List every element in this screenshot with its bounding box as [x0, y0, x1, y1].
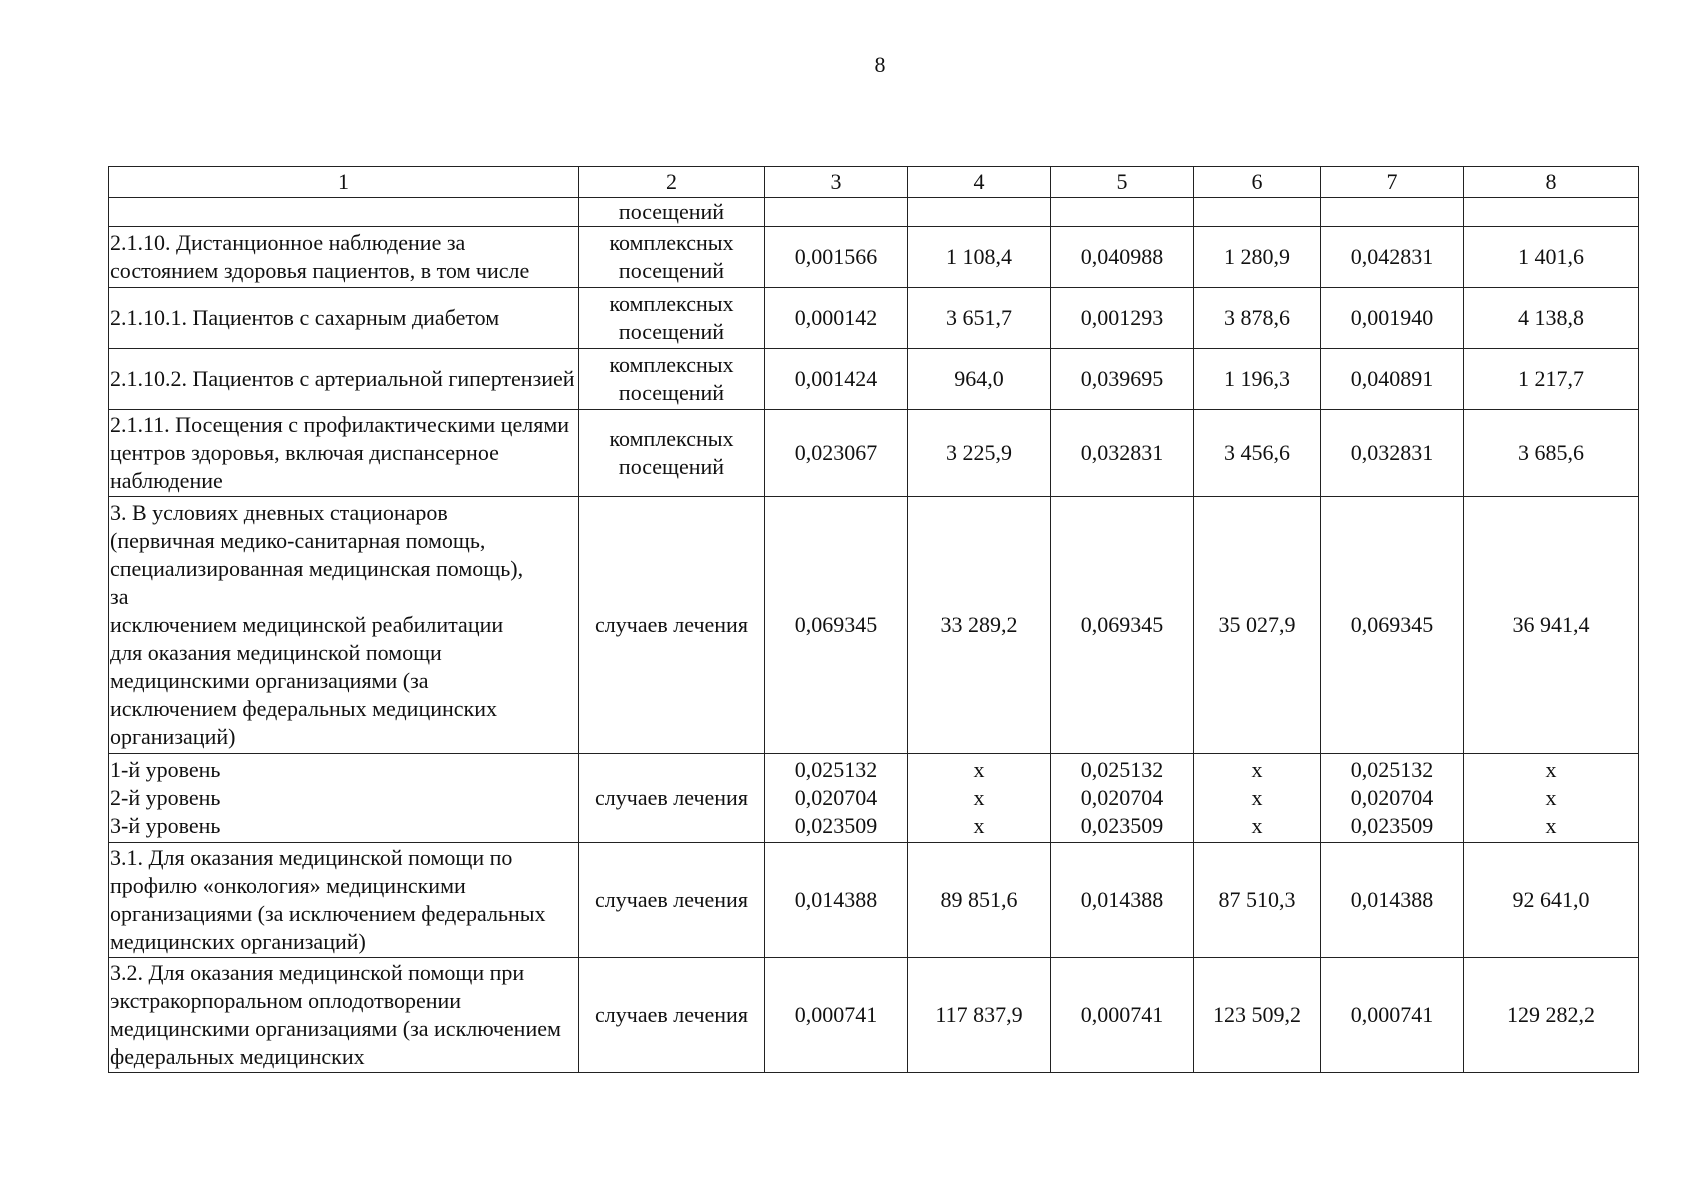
table-row [109, 497, 1639, 754]
level-value: 0,025132 [794, 757, 878, 782]
value-cell: 87 510,3 [1194, 843, 1321, 958]
value-cell: 0,000142 [765, 288, 908, 349]
page-number: 8 [874, 52, 886, 77]
row-name-line: исключением медицинской реабилитации [110, 612, 504, 637]
value-cell: 0,014388 [1321, 843, 1464, 958]
row-name-cell: 2.1.10.1. Пациентов с сахарным диабетом [109, 288, 579, 349]
value-cell: 1 108,4 [908, 227, 1051, 288]
unit-cell: случаев лечения [579, 958, 765, 1073]
column-number-header [109, 167, 1639, 198]
value-cell: 0,069345 [1051, 497, 1194, 754]
value-cell: 964,0 [908, 349, 1051, 410]
unit-cell: комплексных посещений [579, 410, 765, 497]
value-cell [1464, 198, 1639, 227]
value-cell: 0,069345 [1321, 497, 1464, 754]
norms-table [108, 166, 1639, 1073]
level-names-cell [109, 754, 579, 843]
value-cell [1321, 754, 1464, 843]
level-value: 0,023509 [794, 813, 878, 838]
level-value: х [1251, 813, 1263, 838]
level-value: 0,020704 [794, 785, 878, 810]
value-cell [908, 754, 1051, 843]
value-cell: 0,042831 [1321, 227, 1464, 288]
row-name-cell [109, 497, 579, 754]
value-cell: 3 225,9 [908, 410, 1051, 497]
table-row-levels [109, 754, 1639, 843]
value-cell: 36 941,4 [1464, 497, 1639, 754]
level-value: х [1545, 813, 1557, 838]
level-value: х [1545, 757, 1557, 782]
table-row [109, 349, 1639, 410]
value-cell: 0,000741 [1321, 958, 1464, 1073]
table-row [109, 288, 1639, 349]
row-name-line: организаций) [110, 724, 236, 749]
col-number-1: 1 [109, 167, 579, 198]
row-name-cell: 3.1. Для оказания медицинской помощи по профилю «онкология» медицинскими организациями (за исключением федеральных медицинских организаций) [109, 843, 579, 958]
col-number-5: 5 [1051, 167, 1194, 198]
col-number-4: 4 [908, 167, 1051, 198]
value-cell: 1 280,9 [1194, 227, 1321, 288]
row-name-line: специализированная медицинская помощь), [110, 556, 524, 581]
unit-cell: комплексных посещений [579, 288, 765, 349]
col-number-2: 2 [579, 167, 765, 198]
unit-cell: случаев лечения [579, 497, 765, 754]
value-cell: 33 289,2 [908, 497, 1051, 754]
value-cell: 92 641,0 [1464, 843, 1639, 958]
level-value: х [1251, 757, 1263, 782]
row-name-line: для оказания медицинской помощи [110, 640, 442, 665]
unit-cell: случаев лечения [579, 843, 765, 958]
value-cell: 123 509,2 [1194, 958, 1321, 1073]
unit-cell: комплексных посещений [579, 349, 765, 410]
col-number-6: 6 [1194, 167, 1321, 198]
value-cell: 1 217,7 [1464, 349, 1639, 410]
value-cell: 0,001293 [1051, 288, 1194, 349]
level-value: 0,023509 [1350, 813, 1434, 838]
table-row [109, 958, 1639, 1073]
row-name-cell: 2.1.10.2. Пациентов с артериальной гипертензией [109, 349, 579, 410]
value-cell: 1 401,6 [1464, 227, 1639, 288]
level-label: 1-й уровень [110, 757, 221, 782]
value-cell [1051, 198, 1194, 227]
table-row-continuation [109, 198, 1639, 227]
row-name-line: 3. В условиях дневных стационаров [110, 500, 448, 525]
value-cell [1194, 198, 1321, 227]
value-cell: 35 027,9 [1194, 497, 1321, 754]
value-cell: 0,000741 [765, 958, 908, 1073]
value-cell: 0,023067 [765, 410, 908, 497]
level-value: х [973, 813, 985, 838]
value-cell [1194, 754, 1321, 843]
value-cell: 0,039695 [1051, 349, 1194, 410]
level-value: х [1545, 785, 1557, 810]
value-cell: 0,014388 [765, 843, 908, 958]
value-cell: 0,001424 [765, 349, 908, 410]
level-value: х [973, 785, 985, 810]
value-cell: 1 196,3 [1194, 349, 1321, 410]
level-value: 0,025132 [1350, 757, 1434, 782]
value-cell: 3 651,7 [908, 288, 1051, 349]
row-name-cell: 3.2. Для оказания медицинской помощи при экстракорпоральном оплодотворении медицинскими организациями (за исключением федеральных медицинских [109, 958, 579, 1073]
value-cell [1464, 754, 1639, 843]
value-cell: 89 851,6 [908, 843, 1051, 958]
table-row [109, 227, 1639, 288]
row-name-cell: 2.1.11. Посещения с профилактическими целями центров здоровья, включая диспансерное наблюдение [109, 410, 579, 497]
value-cell: 0,040891 [1321, 349, 1464, 410]
value-cell: 0,000741 [1051, 958, 1194, 1073]
unit-cell: комплексных посещений [579, 227, 765, 288]
value-cell: 0,014388 [1051, 843, 1194, 958]
value-cell: 4 138,8 [1464, 288, 1639, 349]
level-value: 0,020704 [1350, 785, 1434, 810]
unit-cell: посещений [579, 198, 765, 227]
row-name-line: (первичная медико-санитарная помощь, [110, 528, 486, 553]
unit-cell: случаев лечения [579, 754, 765, 843]
value-cell: 117 837,9 [908, 958, 1051, 1073]
table-row [109, 410, 1639, 497]
value-cell: 0,032831 [1321, 410, 1464, 497]
value-cell: 0,069345 [765, 497, 908, 754]
value-cell [908, 198, 1051, 227]
level-value: х [973, 757, 985, 782]
value-cell [765, 198, 908, 227]
level-value: 0,025132 [1080, 757, 1164, 782]
col-number-3: 3 [765, 167, 908, 198]
row-name-cell [109, 198, 579, 227]
level-label: 2-й уровень [110, 785, 221, 810]
row-name-cell: 2.1.10. Дистанционное наблюдение за состоянием здоровья пациентов, в том числе [109, 227, 579, 288]
level-label: 3-й уровень [110, 813, 221, 838]
value-cell: 0,040988 [1051, 227, 1194, 288]
col-number-8: 8 [1464, 167, 1639, 198]
row-name-line: исключением федеральных медицинских [110, 696, 497, 721]
value-cell: 0,032831 [1051, 410, 1194, 497]
table-row [109, 843, 1639, 958]
value-cell [1321, 198, 1464, 227]
col-number-7: 7 [1321, 167, 1464, 198]
level-value: х [1251, 785, 1263, 810]
value-cell: 3 685,6 [1464, 410, 1639, 497]
value-cell [1051, 754, 1194, 843]
value-cell: 3 878,6 [1194, 288, 1321, 349]
value-cell: 3 456,6 [1194, 410, 1321, 497]
value-cell: 129 282,2 [1464, 958, 1639, 1073]
row-name-line: медицинскими организациями (за [110, 668, 429, 693]
row-name-line: за [110, 584, 129, 609]
level-value: 0,020704 [1080, 785, 1164, 810]
value-cell: 0,001940 [1321, 288, 1464, 349]
level-value: 0,023509 [1080, 813, 1164, 838]
value-cell [765, 754, 908, 843]
value-cell: 0,001566 [765, 227, 908, 288]
